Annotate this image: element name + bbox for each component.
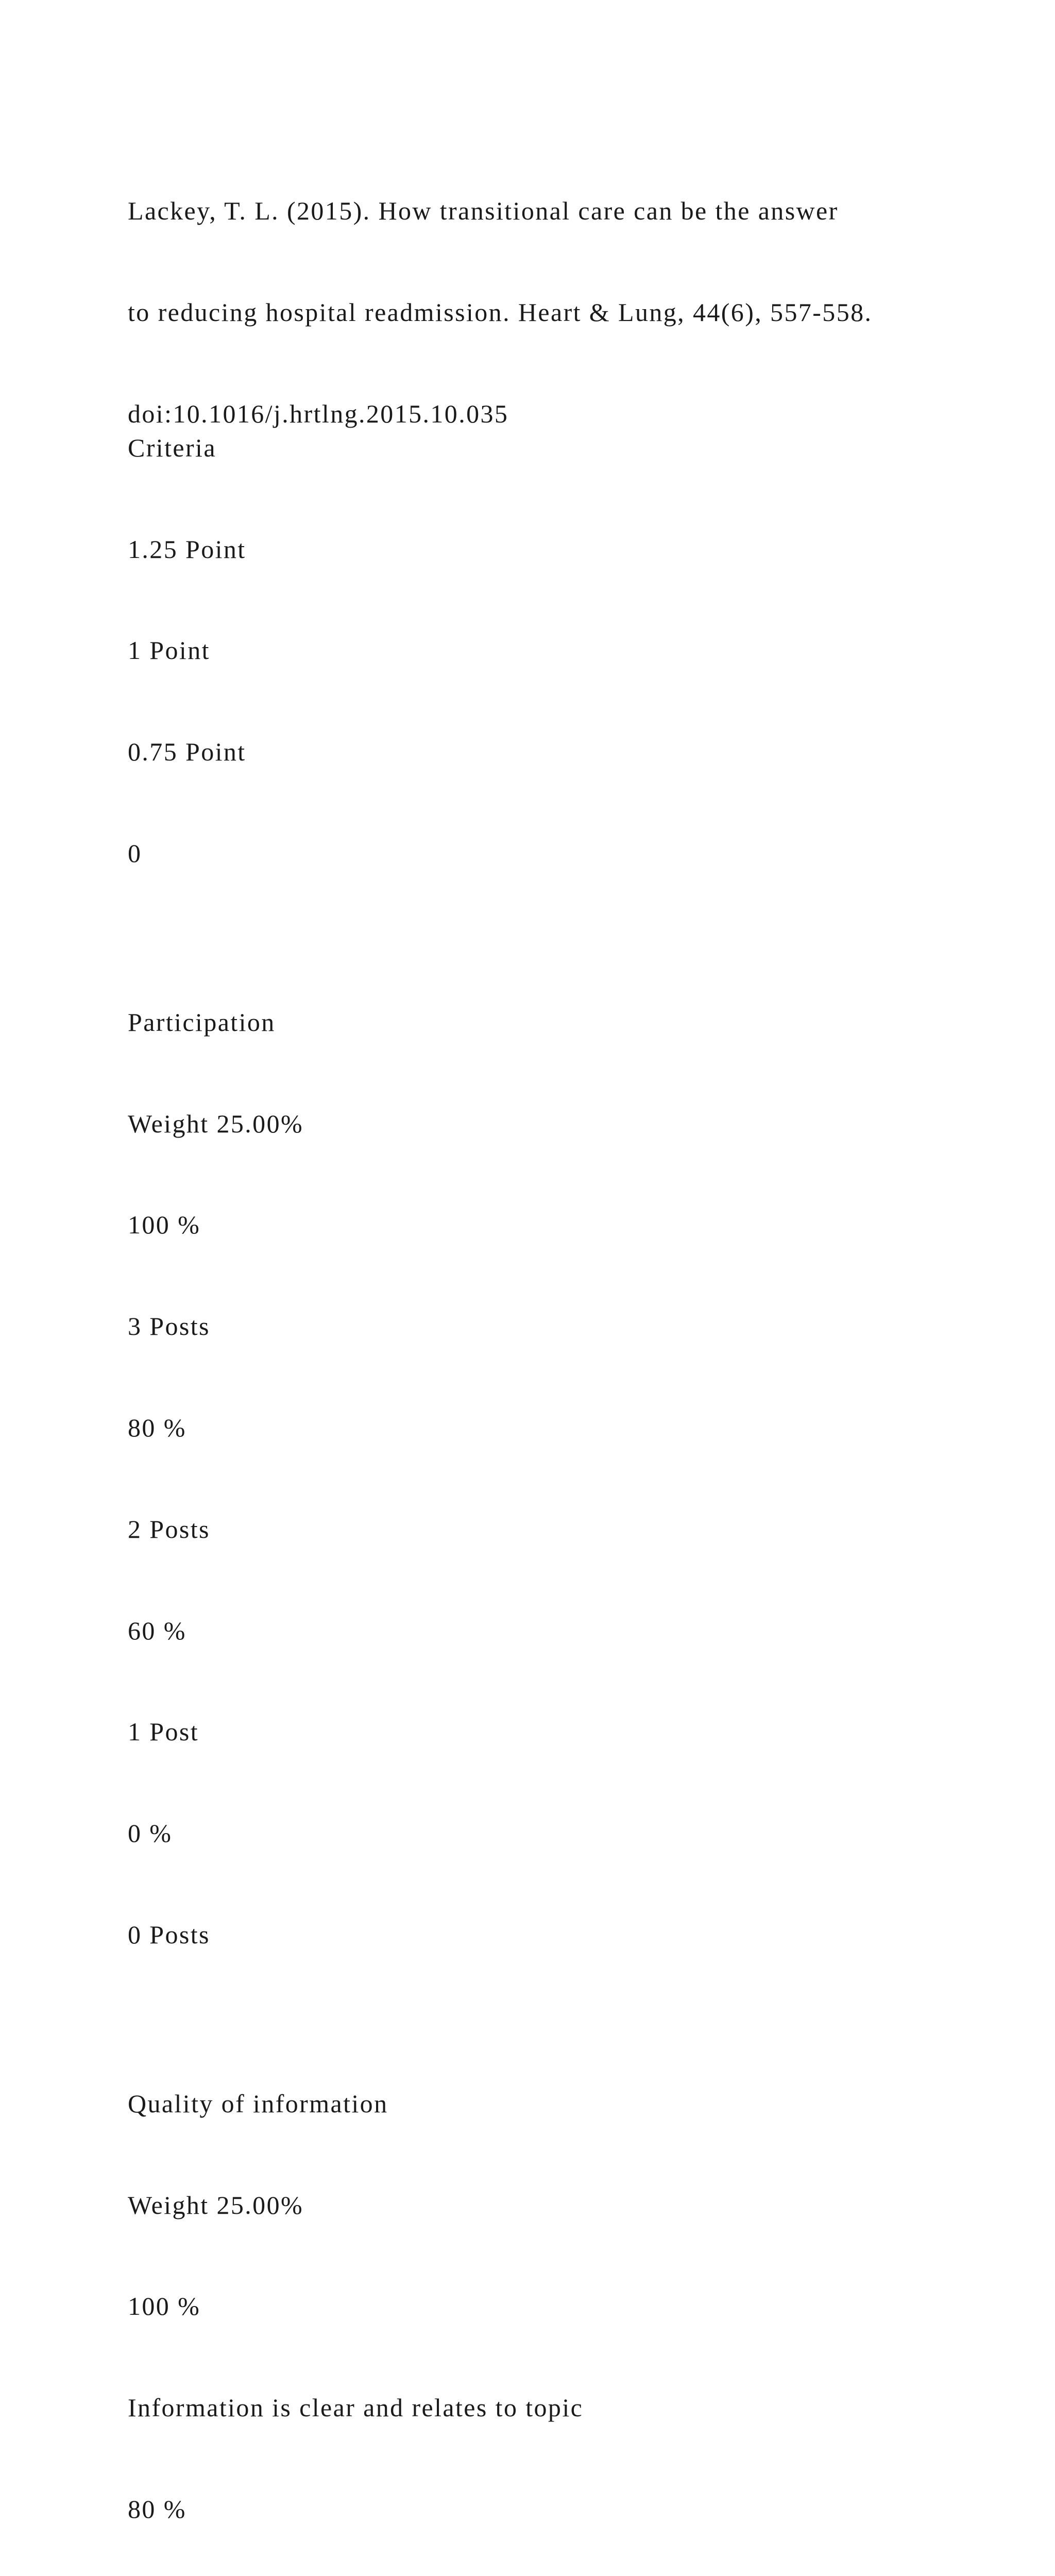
grading-rubric [128,330,771,2576]
rating-percent: 60 % [128,1616,186,1645]
rating-description: 1 Post [128,1717,199,1747]
citation-line: to reducing hospital readmission. Heart & Lung, 44(6), 557-558. [128,297,873,327]
criterion-name: Participation [128,1007,276,1037]
rubric-header-level: 0.75 Point [128,737,246,767]
rating-description: Information is clear and relates to topic [128,2393,584,2422]
rating-description: 2 Posts [128,1514,210,1544]
rubric-header-level: 1.25 Point [128,534,246,564]
criterion-name: Quality of information [128,2089,388,2118]
rubric-header-level: 1 Point [128,636,210,665]
citation-line: Lackey, T. L. (2015). How transitional care can be the answer [128,196,839,226]
rating-description: 0 Posts [128,1920,210,1949]
rubric-header-criteria: Criteria [128,433,216,462]
rating-percent: 100 % [128,2292,201,2321]
rating-percent: 100 % [128,1210,201,1240]
citation-doi-line: doi:10.1016/j.hrtlng.2015.10.035 [128,399,509,428]
rating-percent: 80 % [128,1413,186,1442]
rubric-header-level: 0 [128,838,142,868]
criterion-weight: Weight 25.00% [128,1109,304,1138]
rating-description: 3 Posts [128,1312,210,1341]
rating-percent: 0 % [128,1819,173,1848]
criterion-weight: Weight 25.00% [128,2190,304,2219]
rating-percent: 80 % [128,2495,186,2523]
